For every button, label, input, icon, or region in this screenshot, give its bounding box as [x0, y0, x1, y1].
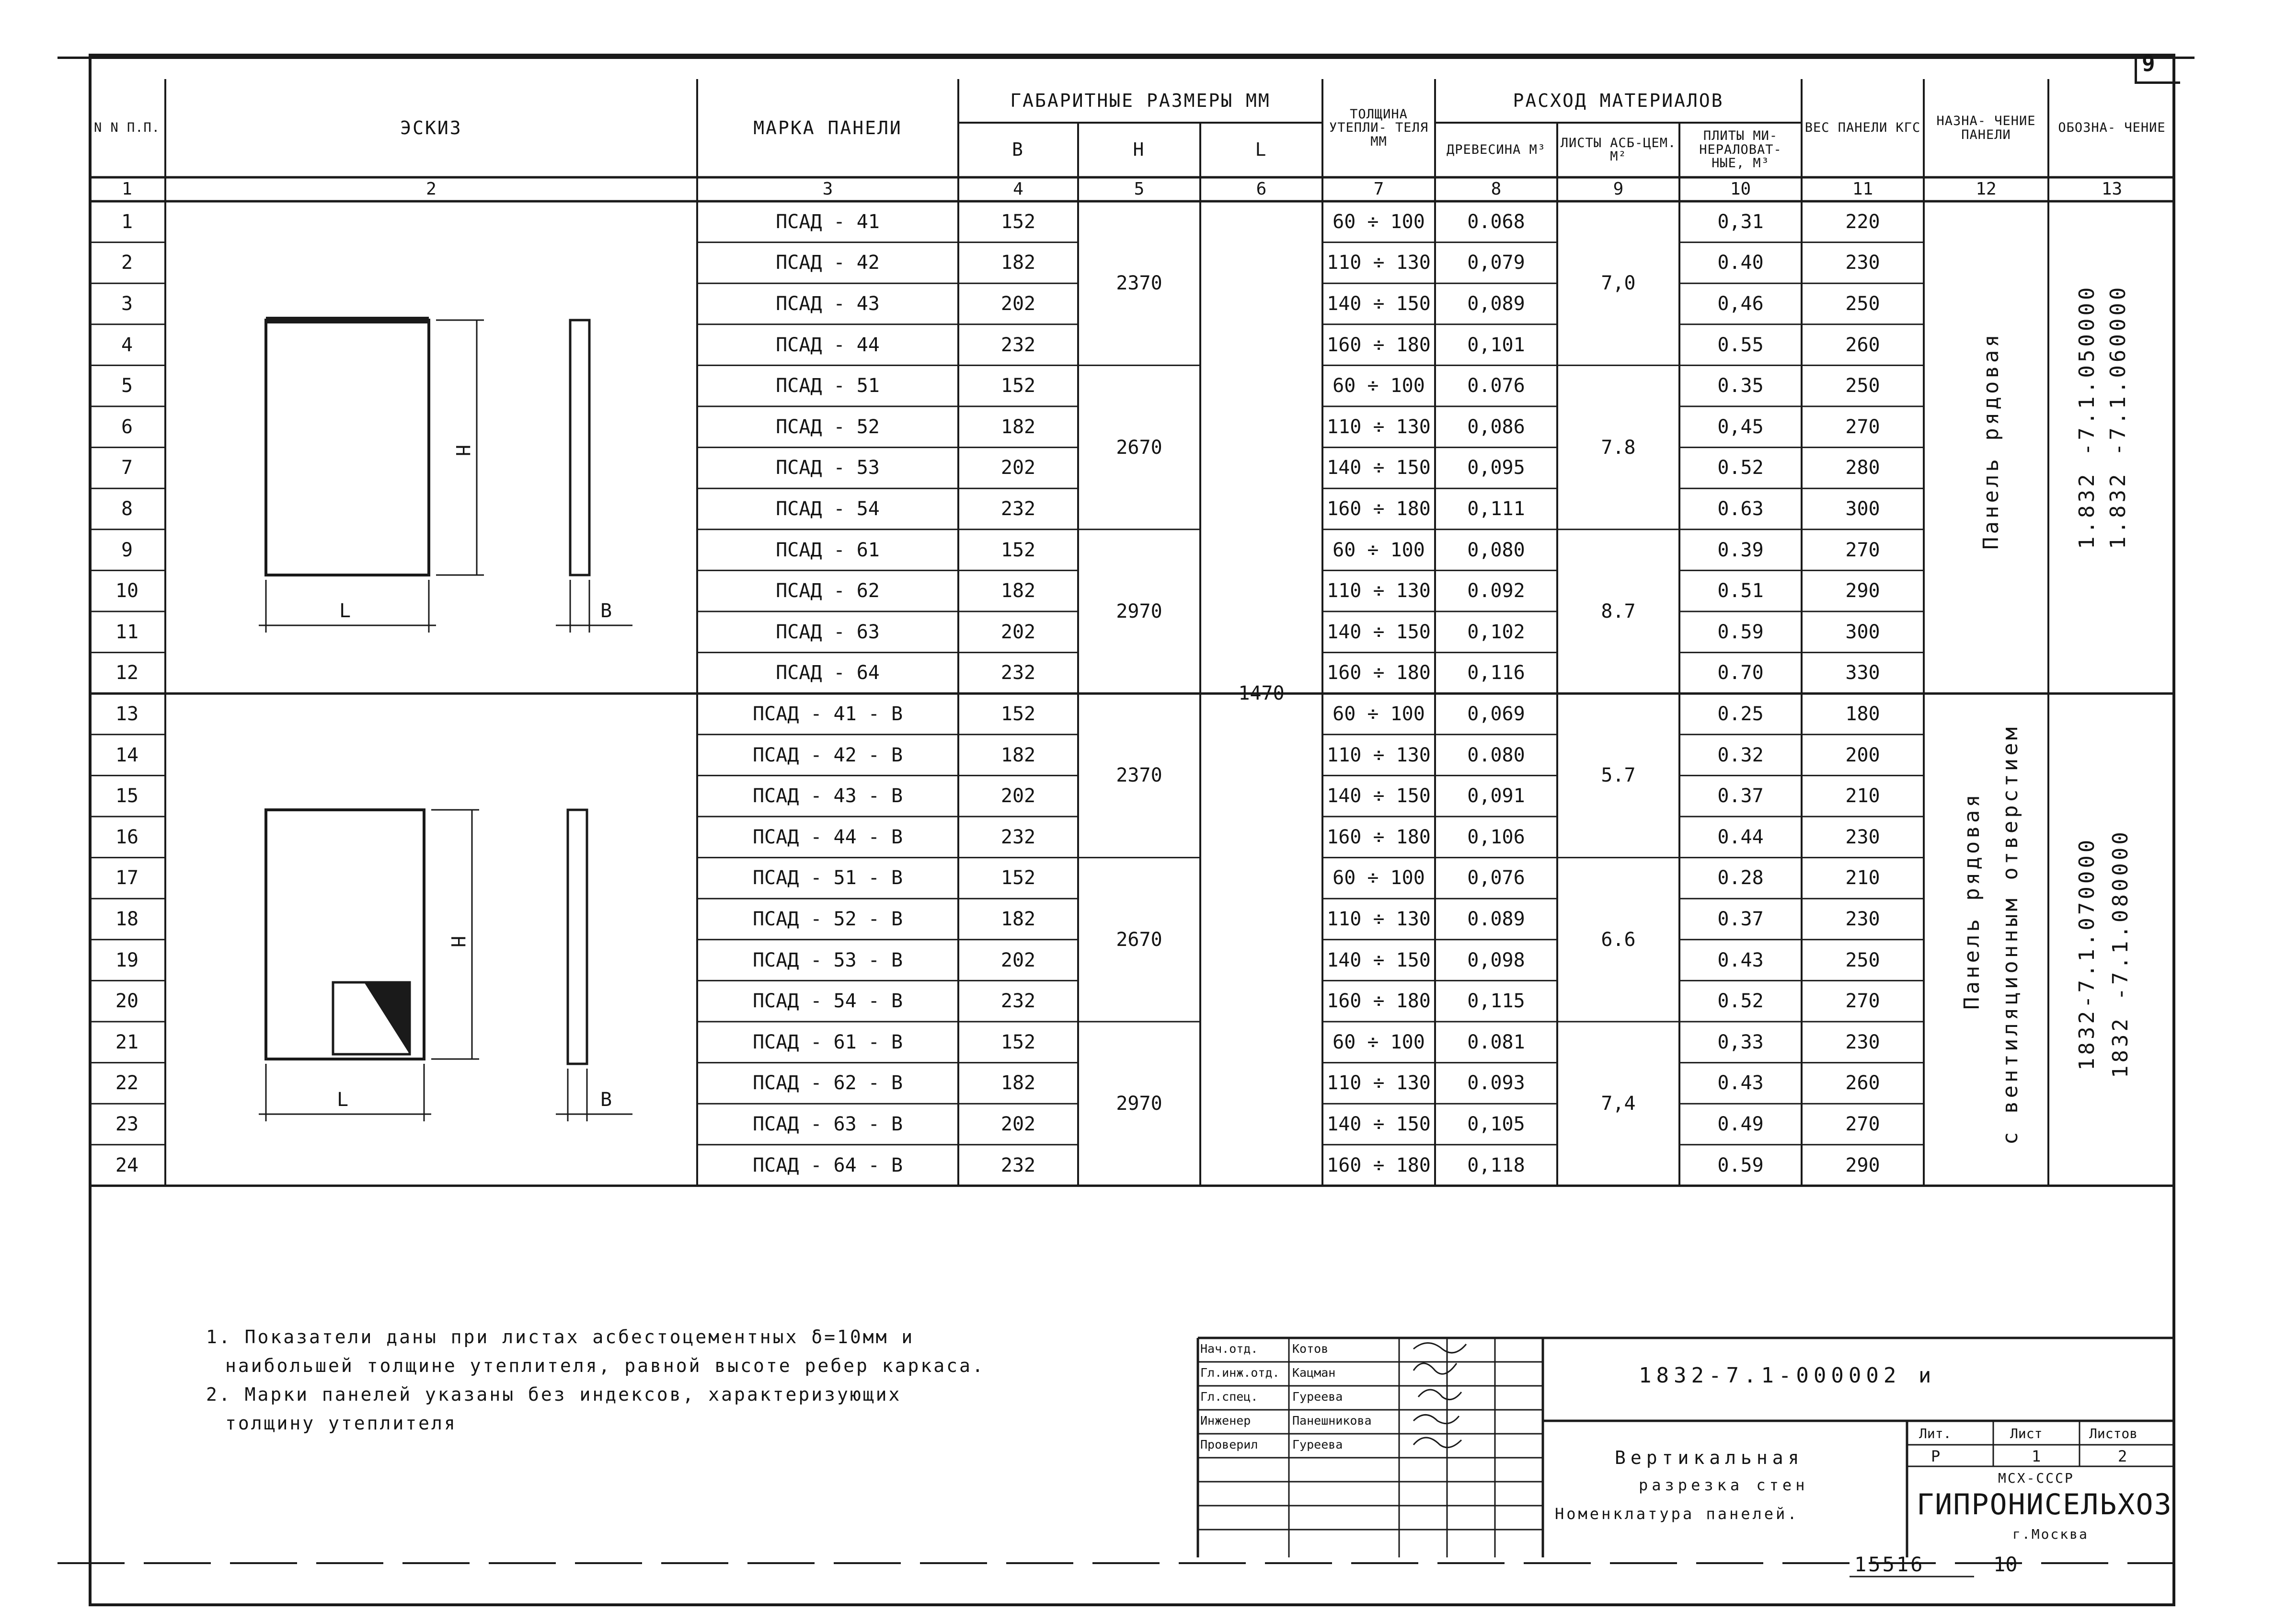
panel-weight: 260 [1845, 1072, 1880, 1094]
dimension-b: 182 [1000, 908, 1036, 930]
purpose-group2-a: Панель рядовая [1960, 792, 1984, 1010]
title-line-1: Вертикальная [1615, 1447, 1804, 1468]
sheet-area: 7,0 [1601, 272, 1636, 295]
designation-group1-a: 1.832 -7.1.050000 [2075, 284, 2099, 550]
mineral-volume: 0,33 [1717, 1031, 1764, 1053]
bottom-code: 15516 [1854, 1553, 1925, 1576]
dimension-h: 2370 [1116, 764, 1162, 787]
sheet-number: 9 [2142, 50, 2155, 76]
insulation-thickness: 140 ÷ 150 [1327, 1113, 1431, 1135]
sheets-header: Листов [2089, 1426, 2138, 1441]
sketch1-l-label: L [339, 600, 351, 622]
dimension-b: 202 [1000, 785, 1036, 807]
sheet-area: 7,4 [1601, 1093, 1636, 1115]
note-line-2: наибольшей толщине утеплителя, равной высоте ребер каркаса. [225, 1355, 985, 1376]
mineral-volume: 0.37 [1717, 908, 1764, 930]
row-number: 4 [121, 334, 133, 356]
insulation-thickness: 60 ÷ 100 [1333, 867, 1425, 889]
dimension-b: 152 [1000, 539, 1036, 561]
insulation-thickness: 60 ÷ 100 [1333, 375, 1425, 397]
header-l: L [1255, 139, 1268, 161]
note-line-3: 2. Марки панелей указаны без индексов, характеризующих [206, 1384, 902, 1405]
row-number: 16 [115, 826, 139, 848]
mineral-volume: 0.49 [1717, 1113, 1764, 1135]
city: г.Москва [2012, 1526, 2089, 1542]
dimension-h: 2370 [1116, 272, 1162, 295]
insulation-thickness: 110 ÷ 130 [1327, 744, 1431, 766]
row-number: 17 [115, 867, 139, 889]
row-number: 20 [115, 990, 139, 1013]
mineral-volume: 0.35 [1717, 375, 1764, 397]
lit-value: Р [1931, 1447, 1941, 1465]
wood-volume: 0,080 [1467, 539, 1525, 561]
column-number: 13 [2101, 179, 2123, 199]
panel-mark: ПСАД - 63 [776, 621, 880, 643]
panel-weight: 230 [1845, 826, 1880, 848]
header-dimensions: ГАБАРИТНЫЕ РАЗМЕРЫ ММ [1010, 90, 1271, 111]
insulation-thickness: 140 ÷ 150 [1327, 785, 1431, 807]
panel-mark: ПСАД - 44 - В [752, 826, 903, 848]
designation-group2-b: 1832 -7.1.080000 [2108, 829, 2133, 1078]
column-number: 9 [1613, 179, 1624, 199]
insulation-thickness: 140 ÷ 150 [1327, 292, 1431, 315]
header-materials: РАСХОД МАТЕРИАЛОВ [1513, 90, 1724, 111]
insulation-thickness: 60 ÷ 100 [1333, 210, 1425, 233]
sheet-area: 8.7 [1601, 600, 1636, 622]
panel-weight: 200 [1845, 744, 1880, 766]
wood-volume: 0.093 [1467, 1072, 1525, 1094]
panel-mark: ПСАД - 53 - В [752, 949, 903, 971]
dimension-b: 152 [1000, 703, 1036, 725]
panel-mark: ПСАД - 54 - В [752, 990, 903, 1013]
dimension-b: 152 [1000, 1031, 1036, 1053]
panel-mark: ПСАД - 43 - В [752, 785, 903, 807]
mineral-volume: 0.44 [1717, 826, 1764, 848]
panel-mark: ПСАД - 64 - В [752, 1154, 903, 1176]
wood-volume: 0.068 [1467, 210, 1525, 233]
panel-mark: ПСАД - 61 [776, 539, 880, 561]
organization: ГИПРОНИСЕЛЬХОЗ [1917, 1488, 2172, 1521]
panel-mark: ПСАД - 41 - В [752, 703, 903, 725]
row-number: 10 [115, 580, 139, 602]
panel-weight: 300 [1845, 621, 1880, 643]
wood-volume: 0.076 [1467, 375, 1525, 397]
header-wood: ДРЕВЕСИНА М³ [1446, 142, 1546, 157]
dimension-h: 2670 [1116, 928, 1162, 951]
dimension-b: 152 [1000, 867, 1036, 889]
stamp-name: Котов [1292, 1342, 1329, 1356]
panel-mark: ПСАД - 62 - В [752, 1072, 903, 1094]
panel-mark: ПСАД - 54 [776, 497, 880, 520]
row-number: 6 [121, 415, 133, 438]
insulation-thickness: 110 ÷ 130 [1327, 580, 1431, 602]
panel-weight: 300 [1845, 497, 1880, 520]
insulation-thickness: 140 ÷ 150 [1327, 457, 1431, 479]
panel-weight: 250 [1845, 949, 1880, 971]
column-number: 11 [1852, 179, 1873, 199]
dimension-b: 202 [1000, 292, 1036, 315]
wood-volume: 0,118 [1467, 1154, 1525, 1176]
mineral-volume: 0.25 [1717, 703, 1764, 725]
row-number: 19 [115, 949, 139, 971]
mineral-volume: 0.59 [1717, 1154, 1764, 1176]
row-number: 13 [115, 703, 139, 725]
panel-weight: 270 [1845, 415, 1880, 438]
row-number: 15 [115, 785, 139, 807]
sketch2-h-label: Н [447, 935, 469, 948]
title-line-2: разрезка стен [1639, 1476, 1809, 1494]
panel-mark: ПСАД - 44 [776, 334, 880, 356]
panel-weight: 250 [1845, 292, 1880, 315]
mineral-volume: 0.63 [1717, 497, 1764, 520]
stamp-name: Панешникова [1292, 1414, 1372, 1428]
dimension-b: 202 [1000, 457, 1036, 479]
panel-mark: ПСАД - 42 - В [752, 744, 903, 766]
sheet-area: 7.8 [1601, 436, 1636, 459]
panel-mark: ПСАД - 62 [776, 580, 880, 602]
panel-mark: ПСАД - 41 [776, 210, 880, 233]
row-number: 21 [115, 1031, 139, 1053]
mineral-volume: 0,46 [1717, 292, 1764, 315]
insulation-thickness: 140 ÷ 150 [1327, 621, 1431, 643]
column-number: 3 [822, 179, 833, 199]
sketch2-l-label: L [336, 1089, 349, 1111]
row-number: 7 [121, 457, 133, 479]
column-number: 6 [1256, 179, 1267, 199]
dimension-h: 2670 [1116, 436, 1162, 459]
row-number: 18 [115, 908, 139, 930]
dimension-b: 152 [1000, 210, 1036, 233]
sheet-area: 5.7 [1601, 764, 1636, 787]
insulation-thickness: 60 ÷ 100 [1333, 1031, 1425, 1053]
panel-weight: 270 [1845, 539, 1880, 561]
dimension-h: 2970 [1116, 600, 1162, 622]
panel-weight: 230 [1845, 1031, 1880, 1053]
stamp-role: Гл.спец. [1200, 1390, 1258, 1404]
panel-mark: ПСАД - 51 [776, 375, 880, 397]
panel-mark: ПСАД - 61 - В [752, 1031, 903, 1053]
panel-mark: ПСАД - 52 [776, 415, 880, 438]
sheet-header: Лист [2010, 1426, 2043, 1441]
header-sketch: ЭСКИЗ [400, 117, 462, 138]
insulation-thickness: 60 ÷ 100 [1333, 703, 1425, 725]
mineral-volume: 0.28 [1717, 867, 1764, 889]
panel-weight: 210 [1845, 867, 1880, 889]
dimension-b: 232 [1000, 826, 1036, 848]
stamp-name: Гуреева [1292, 1438, 1343, 1451]
header-h: Н [1133, 139, 1146, 161]
row-number: 9 [121, 539, 133, 561]
header-purpose: НАЗНА- ЧЕНИЕ ПАНЕЛИ [1936, 114, 2036, 142]
insulation-thickness: 160 ÷ 180 [1327, 990, 1431, 1013]
insulation-thickness: 110 ÷ 130 [1327, 415, 1431, 438]
purpose-group1: Панель рядовая [1979, 332, 2003, 550]
bottom-number: 10 [1993, 1553, 2018, 1576]
column-number: 8 [1491, 179, 1502, 199]
column-number: 1 [122, 179, 132, 199]
title-line-3: Номенклатура панелей. [1555, 1505, 1799, 1523]
insulation-thickness: 160 ÷ 180 [1327, 826, 1431, 848]
dimension-l: 1470 [1238, 682, 1285, 705]
insulation-thickness: 110 ÷ 130 [1327, 1072, 1431, 1094]
dimension-b: 232 [1000, 334, 1036, 356]
panel-weight: 330 [1845, 662, 1880, 684]
mineral-volume: 0.70 [1717, 662, 1764, 684]
dimension-b: 232 [1000, 497, 1036, 520]
row-number: 3 [121, 292, 133, 315]
panel-mark: ПСАД - 64 [776, 662, 880, 684]
panel-weight: 270 [1845, 990, 1880, 1013]
sheets-value: 2 [2118, 1447, 2127, 1465]
header-weight: ВЕС ПАНЕЛИ КГС [1804, 120, 1921, 136]
dimension-b: 152 [1000, 375, 1036, 397]
panel-weight: 230 [1845, 252, 1880, 274]
insulation-thickness: 140 ÷ 150 [1327, 949, 1431, 971]
stamp-role: Инженер [1200, 1414, 1251, 1428]
dimension-b: 182 [1000, 580, 1036, 602]
panel-weight: 210 [1845, 785, 1880, 807]
row-number: 11 [115, 621, 139, 643]
insulation-thickness: 160 ÷ 180 [1327, 497, 1431, 520]
wood-volume: 0,086 [1467, 415, 1525, 438]
purpose-group2-b: с вентиляционным отверстием [1998, 724, 2022, 1145]
insulation-thickness: 110 ÷ 130 [1327, 252, 1431, 274]
dimension-h: 2970 [1116, 1093, 1162, 1115]
ministry: МСХ-СССР [1998, 1470, 2074, 1486]
wood-volume: 0,105 [1467, 1113, 1525, 1135]
lit-header: Лит. [1919, 1426, 1952, 1441]
panel-mark: ПСАД - 42 [776, 252, 880, 274]
dimension-b: 202 [1000, 1113, 1036, 1135]
panel-weight: 250 [1845, 375, 1880, 397]
dimension-b: 202 [1000, 621, 1036, 643]
wood-volume: 0,076 [1467, 867, 1525, 889]
header-designation: ОБОЗНА- ЧЕНИЕ [2058, 120, 2166, 136]
row-number: 22 [115, 1072, 139, 1094]
row-number: 23 [115, 1113, 139, 1135]
header-nn: N N П.П. [93, 120, 161, 136]
designation-group1-b: 1.832 -7.1.060000 [2106, 284, 2130, 550]
designation-group2-a: 1832-7.1.070000 [2075, 837, 2099, 1071]
stamp-role: Проверил [1200, 1438, 1258, 1451]
note-line-4: толщину утеплителя [225, 1413, 457, 1434]
mineral-volume: 0.43 [1717, 1072, 1764, 1094]
column-number: 4 [1013, 179, 1023, 199]
mineral-volume: 0.59 [1717, 621, 1764, 643]
note-line-1: 1. Показатели даны при листах асбестоцементных δ=10мм и [206, 1326, 915, 1348]
panel-mark: ПСАД - 43 [776, 292, 880, 315]
wood-volume: 0,091 [1467, 785, 1525, 807]
mineral-volume: 0.39 [1717, 539, 1764, 561]
wood-volume: 0,101 [1467, 334, 1525, 356]
column-number: 7 [1373, 179, 1384, 199]
wood-volume: 0,069 [1467, 703, 1525, 725]
dimension-b: 182 [1000, 744, 1036, 766]
panel-mark: ПСАД - 53 [776, 457, 880, 479]
panel-weight: 220 [1845, 210, 1880, 233]
mineral-volume: 0,45 [1717, 415, 1764, 438]
column-number: 12 [1976, 179, 1997, 199]
panel-mark: ПСАД - 51 - В [752, 867, 903, 889]
wood-volume: 0,095 [1467, 457, 1525, 479]
insulation-thickness: 60 ÷ 100 [1333, 539, 1425, 561]
dimension-b: 232 [1000, 662, 1036, 684]
sketch1-h-label: Н [451, 444, 473, 457]
sheet-area: 6.6 [1601, 928, 1636, 951]
header-mark: МАРКА ПАНЕЛИ [753, 117, 902, 138]
wood-volume: 0,116 [1467, 662, 1525, 684]
dimension-b: 182 [1000, 252, 1036, 274]
mineral-volume: 0.37 [1717, 785, 1764, 807]
row-number: 8 [121, 497, 133, 520]
panel-weight: 290 [1845, 1154, 1880, 1176]
stamp-name: Кацман [1292, 1366, 1336, 1380]
wood-volume: 0.080 [1467, 744, 1525, 766]
row-number: 24 [115, 1154, 139, 1176]
document-code: 1832-7.1-000002 и [1639, 1363, 1936, 1388]
header-b: В [1012, 139, 1024, 161]
dimension-b: 202 [1000, 949, 1036, 971]
header-thickness: ТОЛЩИНА УТЕПЛИ- ТЕЛЯ ММ [1329, 106, 1429, 149]
dimension-b: 232 [1000, 990, 1036, 1013]
dimension-b: 182 [1000, 415, 1036, 438]
panel-weight: 230 [1845, 908, 1880, 930]
panel-mark: ПСАД - 52 - В [752, 908, 903, 930]
mineral-volume: 0.40 [1717, 252, 1764, 274]
sketch2-b-label: В [600, 1089, 612, 1111]
mineral-volume: 0.43 [1717, 949, 1764, 971]
wood-volume: 0,079 [1467, 252, 1525, 274]
wood-volume: 0,111 [1467, 497, 1525, 520]
panel-weight: 290 [1845, 580, 1880, 602]
header-mineral: ПЛИТЫ МИ- НЕРАЛОВАТ- НЫЕ, М³ [1699, 128, 1782, 171]
wood-volume: 0,089 [1467, 292, 1525, 315]
stamp-name: Гуреева [1292, 1390, 1343, 1404]
row-number: 1 [121, 210, 133, 233]
dimension-b: 232 [1000, 1154, 1036, 1176]
insulation-thickness: 160 ÷ 180 [1327, 1154, 1431, 1176]
panel-mark: ПСАД - 63 - В [752, 1113, 903, 1135]
dimension-b: 182 [1000, 1072, 1036, 1094]
mineral-volume: 0,31 [1717, 210, 1764, 233]
wood-volume: 0,098 [1467, 949, 1525, 971]
insulation-thickness: 110 ÷ 130 [1327, 908, 1431, 930]
mineral-volume: 0.52 [1717, 457, 1764, 479]
panel-weight: 270 [1845, 1113, 1880, 1135]
sheet-value: 1 [2032, 1447, 2041, 1465]
sketch1-b-label: В [600, 600, 612, 622]
wood-volume: 0.089 [1467, 908, 1525, 930]
mineral-volume: 0.32 [1717, 744, 1764, 766]
row-number: 5 [121, 375, 133, 397]
row-number: 14 [115, 744, 139, 766]
mineral-volume: 0.52 [1717, 990, 1764, 1013]
insulation-thickness: 160 ÷ 180 [1327, 662, 1431, 684]
column-number: 5 [1134, 179, 1145, 199]
insulation-thickness: 160 ÷ 180 [1327, 334, 1431, 356]
stamp-role: Нач.отд. [1200, 1342, 1258, 1356]
header-sheets: ЛИСТЫ АСБ-ЦЕМ. М² [1560, 135, 1677, 164]
column-number: 10 [1730, 179, 1751, 199]
wood-volume: 0.092 [1467, 580, 1525, 602]
column-number: 2 [426, 179, 437, 199]
panel-weight: 280 [1845, 457, 1880, 479]
panel-weight: 180 [1845, 703, 1880, 725]
row-number: 12 [115, 662, 139, 684]
mineral-volume: 0.55 [1717, 334, 1764, 356]
wood-volume: 0,106 [1467, 826, 1525, 848]
row-number: 2 [121, 252, 133, 274]
wood-volume: 0,102 [1467, 621, 1525, 643]
wood-volume: 0,115 [1467, 990, 1525, 1013]
stamp-role: Гл.инж.отд. [1200, 1366, 1280, 1380]
wood-volume: 0.081 [1467, 1031, 1525, 1053]
panel-weight: 260 [1845, 334, 1880, 356]
mineral-volume: 0.51 [1717, 580, 1764, 602]
